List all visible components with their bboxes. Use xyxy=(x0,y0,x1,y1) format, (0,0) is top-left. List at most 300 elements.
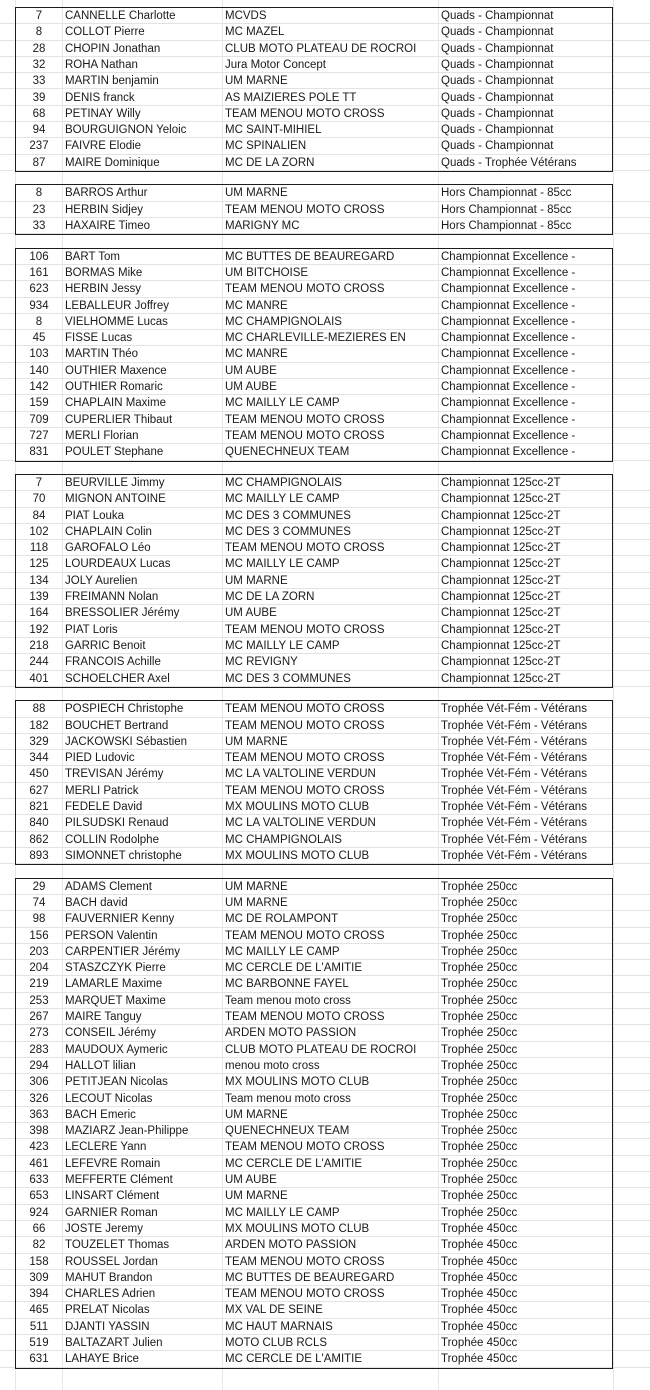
rider-name-cell[interactable]: COLLIN Rodolphe xyxy=(65,833,159,846)
bib-number-cell[interactable]: 727 xyxy=(29,429,49,442)
category-cell[interactable]: Quads - Championnat xyxy=(441,91,554,104)
category-cell[interactable]: Quads - Championnat xyxy=(441,140,554,153)
club-cell[interactable]: MCVDS xyxy=(225,10,267,22)
club-cell[interactable]: UM AUBE xyxy=(225,1174,277,1187)
rider-name-cell[interactable]: MAZIARZ Jean-Philippe xyxy=(65,1125,189,1138)
rider-name-cell[interactable]: BART Tom xyxy=(65,250,120,263)
rider-name-cell[interactable]: MAHUT Brandon xyxy=(65,1271,153,1284)
rider-name-cell[interactable]: HERBIN Sidjey xyxy=(65,203,143,216)
category-cell[interactable]: Trophée 250cc xyxy=(441,1108,518,1121)
category-cell[interactable]: Trophée 250cc xyxy=(441,1043,518,1056)
bib-number-cell[interactable]: 140 xyxy=(29,364,49,377)
club-cell[interactable]: UM MARNE xyxy=(225,187,288,200)
club-cell[interactable]: MC MAILLY LE CAMP xyxy=(225,493,340,506)
rider-name-cell[interactable]: ROHA Nathan xyxy=(65,58,138,71)
bib-number-cell[interactable]: 87 xyxy=(32,156,46,169)
bib-number-cell[interactable]: 134 xyxy=(29,574,49,587)
club-cell[interactable]: MC CERCLE DE L'AMITIE xyxy=(225,962,363,975)
bib-number-cell[interactable]: 23 xyxy=(32,203,46,216)
rider-name-cell[interactable]: FEDELE David xyxy=(65,801,143,814)
club-cell[interactable]: MARIGNY MC xyxy=(225,219,300,232)
club-cell[interactable]: CLUB MOTO PLATEAU DE ROCROI xyxy=(225,1043,417,1056)
club-cell[interactable]: ARDEN MOTO PASSION xyxy=(225,1239,357,1252)
rider-name-cell[interactable]: CHAPLAIN Colin xyxy=(65,525,152,538)
category-cell[interactable]: Trophée 250cc xyxy=(441,896,518,909)
category-cell[interactable]: Championnat Excellence - xyxy=(441,446,576,459)
club-cell[interactable]: TEAM MENOU MOTO CROSS xyxy=(225,784,385,797)
rider-name-cell[interactable]: MARTIN benjamin xyxy=(65,75,159,88)
category-cell[interactable]: Trophée 250cc xyxy=(441,913,518,926)
rider-name-cell[interactable]: CHAPLAIN Maxime xyxy=(65,397,166,410)
bib-number-cell[interactable]: 862 xyxy=(29,833,49,846)
category-cell[interactable]: Trophée 250cc xyxy=(441,929,518,942)
bib-number-cell[interactable]: 8 xyxy=(35,315,43,328)
club-cell[interactable]: TEAM MENOU MOTO CROSS xyxy=(225,107,385,120)
bib-number-cell[interactable]: 33 xyxy=(32,75,46,88)
bib-number-cell[interactable]: 821 xyxy=(29,801,49,814)
rider-name-cell[interactable]: FAUVERNIER Kenny xyxy=(65,913,175,926)
category-cell[interactable]: Trophée 250cc xyxy=(441,880,518,893)
category-cell[interactable]: Quads - Championnat xyxy=(441,124,554,137)
bib-number-cell[interactable]: 465 xyxy=(29,1304,49,1317)
club-cell[interactable]: MC LA VALTOLINE VERDUN xyxy=(225,768,376,781)
category-cell[interactable]: Trophée Vét-Fém - Vétérans xyxy=(441,849,587,862)
club-cell[interactable]: TEAM MENOU MOTO CROSS xyxy=(225,1288,385,1301)
club-cell[interactable]: MC BARBONNE FAYEL xyxy=(225,978,349,991)
category-cell[interactable]: Trophée 250cc xyxy=(441,994,518,1007)
club-cell[interactable]: MC CHARLEVILLE-MEZIERES EN xyxy=(225,332,406,345)
category-cell[interactable]: Trophée 450cc xyxy=(441,1320,518,1333)
bib-number-cell[interactable]: 70 xyxy=(32,493,46,506)
rider-name-cell[interactable]: COLLOT Pierre xyxy=(65,26,145,39)
club-cell[interactable]: UM MARNE xyxy=(225,896,288,909)
rider-name-cell[interactable]: CARPENTIER Jérémy xyxy=(65,945,181,958)
bib-number-cell[interactable]: 103 xyxy=(29,348,49,361)
rider-name-cell[interactable]: BOUCHET Bertrand xyxy=(65,719,169,732)
bib-number-cell[interactable]: 267 xyxy=(29,1011,49,1024)
rider-name-cell[interactable]: OUTHIER Romaric xyxy=(65,381,163,394)
rider-name-cell[interactable]: TREVISAN Jérémy xyxy=(65,768,164,781)
rider-name-cell[interactable]: PETINAY Willy xyxy=(65,107,141,120)
rider-name-cell[interactable]: LECLERE Yann xyxy=(65,1141,147,1154)
category-cell[interactable]: Championnat Excellence - xyxy=(441,348,576,361)
rider-name-cell[interactable]: PETITJEAN Nicolas xyxy=(65,1076,168,1089)
bib-number-cell[interactable]: 633 xyxy=(29,1174,49,1187)
club-cell[interactable]: UM AUBE xyxy=(225,364,277,377)
club-cell[interactable]: TEAM MENOU MOTO CROSS xyxy=(225,623,385,636)
category-cell[interactable]: Championnat 125cc-2T xyxy=(441,591,561,604)
category-cell[interactable]: Trophée Vét-Fém - Vétérans xyxy=(441,719,587,732)
bib-number-cell[interactable]: 893 xyxy=(29,849,49,862)
club-cell[interactable]: UM MARNE xyxy=(225,574,288,587)
rider-name-cell[interactable]: HERBIN Jessy xyxy=(65,283,142,296)
club-cell[interactable]: TEAM MENOU MOTO CROSS xyxy=(225,203,385,216)
rider-name-cell[interactable]: MAIRE Tanguy xyxy=(65,1011,142,1024)
category-cell[interactable]: Trophée 250cc xyxy=(441,1174,518,1187)
category-cell[interactable]: Trophée 250cc xyxy=(441,1190,518,1203)
category-cell[interactable]: Championnat 125cc-2T xyxy=(441,493,561,506)
category-cell[interactable]: Championnat 125cc-2T xyxy=(441,525,561,538)
rider-name-cell[interactable]: MIGNON ANTOINE xyxy=(65,493,166,506)
bib-number-cell[interactable]: 401 xyxy=(29,672,49,685)
club-cell[interactable]: TEAM MENOU MOTO CROSS xyxy=(225,703,385,716)
category-cell[interactable]: Championnat 125cc-2T xyxy=(441,639,561,652)
bib-number-cell[interactable]: 158 xyxy=(29,1255,49,1268)
club-cell[interactable]: MC HAUT MARNAIS xyxy=(225,1320,333,1333)
rider-name-cell[interactable]: PIAT Loris xyxy=(65,623,118,636)
bib-number-cell[interactable]: 125 xyxy=(29,558,49,571)
category-cell[interactable]: Championnat Excellence - xyxy=(441,332,576,345)
category-cell[interactable]: Trophée Vét-Fém - Vétérans xyxy=(441,768,587,781)
bib-number-cell[interactable]: 398 xyxy=(29,1125,49,1138)
category-cell[interactable]: Championnat Excellence - xyxy=(441,381,576,394)
club-cell[interactable]: MC MAILLY LE CAMP xyxy=(225,639,340,652)
club-cell[interactable]: MC DE ROLAMPONT xyxy=(225,913,339,926)
bib-number-cell[interactable]: 98 xyxy=(32,913,46,926)
rider-name-cell[interactable]: LECOUT Nicolas xyxy=(65,1092,153,1105)
rider-name-cell[interactable]: CONSEIL Jérémy xyxy=(65,1027,156,1040)
bib-number-cell[interactable]: 631 xyxy=(29,1353,49,1366)
bib-number-cell[interactable]: 709 xyxy=(29,413,49,426)
bib-number-cell[interactable]: 244 xyxy=(29,656,49,669)
bib-number-cell[interactable]: 924 xyxy=(29,1206,49,1219)
bib-number-cell[interactable]: 192 xyxy=(29,623,49,636)
club-cell[interactable]: MC DES 3 COMMUNES xyxy=(225,672,351,685)
rider-name-cell[interactable]: LAHAYE Brice xyxy=(65,1353,139,1366)
rider-name-cell[interactable]: PIED Ludovic xyxy=(65,752,135,765)
club-cell[interactable]: MOTO CLUB RCLS xyxy=(225,1337,328,1350)
category-cell[interactable]: Trophée 250cc xyxy=(441,945,518,958)
rider-name-cell[interactable]: BACH Emeric xyxy=(65,1108,136,1121)
category-cell[interactable]: Championnat Excellence - xyxy=(441,397,576,410)
bib-number-cell[interactable]: 182 xyxy=(29,719,49,732)
rider-name-cell[interactable]: HAXAIRE Timeo xyxy=(65,219,150,232)
rider-name-cell[interactable]: CANNELLE Charlotte xyxy=(65,10,176,22)
rider-name-cell[interactable]: BRESSOLIER Jérémy xyxy=(65,607,180,620)
category-cell[interactable]: Trophée 250cc xyxy=(441,1141,518,1154)
rider-name-cell[interactable]: MEFFERTE Clément xyxy=(65,1174,173,1187)
category-cell[interactable]: Championnat Excellence - xyxy=(441,299,576,312)
rider-name-cell[interactable]: GAROFALO Léo xyxy=(65,542,151,555)
club-cell[interactable]: Team menou moto cross xyxy=(225,994,351,1007)
rider-name-cell[interactable]: FAIVRE Elodie xyxy=(65,140,142,153)
bib-number-cell[interactable]: 204 xyxy=(29,962,49,975)
bib-number-cell[interactable]: 423 xyxy=(29,1141,49,1154)
club-cell[interactable]: UM AUBE xyxy=(225,381,277,394)
category-cell[interactable]: Championnat Excellence - xyxy=(441,364,576,377)
bib-number-cell[interactable]: 511 xyxy=(29,1320,49,1333)
bib-number-cell[interactable]: 139 xyxy=(29,591,49,604)
bib-number-cell[interactable]: 39 xyxy=(32,91,46,104)
category-cell[interactable]: Trophée 250cc xyxy=(441,1092,518,1105)
rider-name-cell[interactable]: BORMAS Mike xyxy=(65,266,143,279)
rider-name-cell[interactable]: PRELAT Nicolas xyxy=(65,1304,150,1317)
club-cell[interactable]: UM MARNE xyxy=(225,880,288,893)
club-cell[interactable]: QUENECHNEUX TEAM xyxy=(225,1125,350,1138)
rider-name-cell[interactable]: BACH david xyxy=(65,896,128,909)
category-cell[interactable]: Trophée 250cc xyxy=(441,962,518,975)
club-cell[interactable]: TEAM MENOU MOTO CROSS xyxy=(225,719,385,732)
club-cell[interactable]: UM BITCHOISE xyxy=(225,266,309,279)
club-cell[interactable]: UM MARNE xyxy=(225,75,288,88)
bib-number-cell[interactable]: 363 xyxy=(29,1108,49,1121)
bib-number-cell[interactable]: 88 xyxy=(32,703,46,716)
rider-name-cell[interactable]: HALLOT lilian xyxy=(65,1059,136,1072)
rider-name-cell[interactable]: MAUDOUX Aymeric xyxy=(65,1043,168,1056)
rider-name-cell[interactable]: JOLY Aurelien xyxy=(65,574,138,587)
club-cell[interactable]: TEAM MENOU MOTO CROSS xyxy=(225,752,385,765)
rider-name-cell[interactable]: PERSON Valentin xyxy=(65,929,158,942)
rider-name-cell[interactable]: LINSART Clément xyxy=(65,1190,160,1203)
rider-name-cell[interactable]: BOURGUIGNON Yeloic xyxy=(65,124,187,137)
bib-number-cell[interactable]: 164 xyxy=(29,607,49,620)
rider-name-cell[interactable]: LEFEVRE Romain xyxy=(65,1157,161,1170)
rider-name-cell[interactable]: LAMARLE Maxime xyxy=(65,978,163,991)
bib-number-cell[interactable]: 106 xyxy=(29,250,49,263)
club-cell[interactable]: TEAM MENOU MOTO CROSS xyxy=(225,929,385,942)
rider-name-cell[interactable]: DJANTI YASSIN xyxy=(65,1320,150,1333)
club-cell[interactable]: menou moto cross xyxy=(225,1059,320,1072)
club-cell[interactable]: MC CHAMPIGNOLAIS xyxy=(225,476,342,489)
category-cell[interactable]: Trophée Vét-Fém - Vétérans xyxy=(441,784,587,797)
club-cell[interactable]: Team menou moto cross xyxy=(225,1092,351,1105)
club-cell[interactable]: MC DES 3 COMMUNES xyxy=(225,509,351,522)
club-cell[interactable]: UM MARNE xyxy=(225,1108,288,1121)
club-cell[interactable]: TEAM MENOU MOTO CROSS xyxy=(225,542,385,555)
bib-number-cell[interactable]: 28 xyxy=(32,42,46,55)
bib-number-cell[interactable]: 142 xyxy=(29,381,49,394)
club-cell[interactable]: MC MAILLY LE CAMP xyxy=(225,397,340,410)
category-cell[interactable]: Trophée 450cc xyxy=(441,1337,518,1350)
club-cell[interactable]: MC CHAMPIGNOLAIS xyxy=(225,315,342,328)
bib-number-cell[interactable]: 309 xyxy=(29,1271,49,1284)
bib-number-cell[interactable]: 306 xyxy=(29,1076,49,1089)
category-cell[interactable]: Hors Championnat - 85cc xyxy=(441,203,572,216)
rider-name-cell[interactable]: MAIRE Dominique xyxy=(65,156,160,169)
category-cell[interactable]: Quads - Championnat xyxy=(441,10,554,22)
club-cell[interactable]: MC SAINT-MIHIEL xyxy=(225,124,322,137)
bib-number-cell[interactable]: 7 xyxy=(35,476,43,489)
category-cell[interactable]: Trophée Vét-Fém - Vétérans xyxy=(441,801,587,814)
category-cell[interactable]: Championnat 125cc-2T xyxy=(441,509,561,522)
category-cell[interactable]: Championnat 125cc-2T xyxy=(441,574,561,587)
category-cell[interactable]: Trophée 450cc xyxy=(441,1255,518,1268)
category-cell[interactable]: Championnat 125cc-2T xyxy=(441,623,561,636)
category-cell[interactable]: Trophée 250cc xyxy=(441,1027,518,1040)
club-cell[interactable]: TEAM MENOU MOTO CROSS xyxy=(225,1255,385,1268)
bib-number-cell[interactable]: 159 xyxy=(29,397,49,410)
rider-name-cell[interactable]: SCHOELCHER Axel xyxy=(65,672,170,685)
club-cell[interactable]: MC MANRE xyxy=(225,299,288,312)
club-cell[interactable]: MC BUTTES DE BEAUREGARD xyxy=(225,250,395,263)
category-cell[interactable]: Hors Championnat - 85cc xyxy=(441,219,572,232)
category-cell[interactable]: Trophée 250cc xyxy=(441,978,518,991)
category-cell[interactable]: Quads - Championnat xyxy=(441,58,554,71)
bib-number-cell[interactable]: 29 xyxy=(32,880,46,893)
bib-number-cell[interactable]: 45 xyxy=(32,332,46,345)
club-cell[interactable]: ARDEN MOTO PASSION xyxy=(225,1027,357,1040)
club-cell[interactable]: CLUB MOTO PLATEAU DE ROCROI xyxy=(225,42,417,55)
rider-name-cell[interactable]: JACKOWSKI Sébastien xyxy=(65,735,188,748)
category-cell[interactable]: Trophée 450cc xyxy=(441,1288,518,1301)
category-cell[interactable]: Trophée 250cc xyxy=(441,1206,518,1219)
club-cell[interactable]: MC MAZEL xyxy=(225,26,285,39)
bib-number-cell[interactable]: 237 xyxy=(29,140,49,153)
rider-name-cell[interactable]: LEBALLEUR Joffrey xyxy=(65,299,169,312)
category-cell[interactable]: Trophée 450cc xyxy=(441,1353,518,1366)
club-cell[interactable]: MX MOULINS MOTO CLUB xyxy=(225,801,370,814)
rider-name-cell[interactable]: STASZCZYK Pierre xyxy=(65,962,166,975)
category-cell[interactable]: Championnat 125cc-2T xyxy=(441,607,561,620)
category-cell[interactable]: Quads - Championnat xyxy=(441,75,554,88)
bib-number-cell[interactable]: 219 xyxy=(29,978,49,991)
club-cell[interactable]: MX MOULINS MOTO CLUB xyxy=(225,1222,370,1235)
bib-number-cell[interactable]: 102 xyxy=(29,525,49,538)
category-cell[interactable]: Championnat 125cc-2T xyxy=(441,672,561,685)
rider-name-cell[interactable]: FRANCOIS Achille xyxy=(65,656,161,669)
club-cell[interactable]: MC CHAMPIGNOLAIS xyxy=(225,833,342,846)
bib-number-cell[interactable]: 156 xyxy=(29,929,49,942)
category-cell[interactable]: Championnat Excellence - xyxy=(441,283,576,296)
rider-name-cell[interactable]: OUTHIER Maxence xyxy=(65,364,167,377)
bib-number-cell[interactable]: 294 xyxy=(29,1059,49,1072)
club-cell[interactable]: UM AUBE xyxy=(225,607,277,620)
club-cell[interactable]: MX MOULINS MOTO CLUB xyxy=(225,849,370,862)
bib-number-cell[interactable]: 84 xyxy=(32,509,46,522)
club-cell[interactable]: Jura Motor Concept xyxy=(225,58,326,71)
category-cell[interactable]: Quads - Championnat xyxy=(441,107,554,120)
rider-name-cell[interactable]: POSPIECH Christophe xyxy=(65,703,184,716)
bib-number-cell[interactable]: 450 xyxy=(29,768,49,781)
club-cell[interactable]: MC MAILLY LE CAMP xyxy=(225,1206,340,1219)
bib-number-cell[interactable]: 344 xyxy=(29,752,49,765)
bib-number-cell[interactable]: 519 xyxy=(29,1337,49,1350)
category-cell[interactable]: Trophée Vét-Fém - Vétérans xyxy=(441,833,587,846)
category-cell[interactable]: Trophée 450cc xyxy=(441,1304,518,1317)
rider-name-cell[interactable]: BALTAZART Julien xyxy=(65,1337,163,1350)
rider-name-cell[interactable]: MARTIN Théo xyxy=(65,348,139,361)
bib-number-cell[interactable]: 283 xyxy=(29,1043,49,1056)
bib-number-cell[interactable]: 218 xyxy=(29,639,49,652)
rider-name-cell[interactable]: PIAT Louka xyxy=(65,509,125,522)
bib-number-cell[interactable]: 161 xyxy=(29,266,49,279)
bib-number-cell[interactable]: 329 xyxy=(29,735,49,748)
club-cell[interactable]: MC MAILLY LE CAMP xyxy=(225,945,340,958)
rider-name-cell[interactable]: CUPERLIER Thibaut xyxy=(65,413,173,426)
club-cell[interactable]: MX VAL DE SEINE xyxy=(225,1304,323,1317)
bib-number-cell[interactable]: 7 xyxy=(35,10,43,22)
club-cell[interactable]: AS MAIZIERES POLE TT xyxy=(225,91,357,104)
club-cell[interactable]: MC LA VALTOLINE VERDUN xyxy=(225,817,376,830)
category-cell[interactable]: Trophée 250cc xyxy=(441,1076,518,1089)
rider-name-cell[interactable]: ADAMS Clement xyxy=(65,880,152,893)
club-cell[interactable]: MC DE LA ZORN xyxy=(225,156,315,169)
bib-number-cell[interactable]: 840 xyxy=(29,817,49,830)
category-cell[interactable]: Championnat Excellence - xyxy=(441,315,576,328)
bib-number-cell[interactable]: 82 xyxy=(32,1239,46,1252)
bib-number-cell[interactable]: 326 xyxy=(29,1092,49,1105)
club-cell[interactable]: MC BUTTES DE BEAUREGARD xyxy=(225,1271,395,1284)
club-cell[interactable]: TEAM MENOU MOTO CROSS xyxy=(225,413,385,426)
rider-name-cell[interactable]: GARRIC Benoit xyxy=(65,639,146,652)
rider-name-cell[interactable]: BEURVILLE Jimmy xyxy=(65,476,165,489)
bib-number-cell[interactable]: 94 xyxy=(32,124,46,137)
rider-name-cell[interactable]: BARROS Arthur xyxy=(65,187,148,200)
category-cell[interactable]: Trophée 250cc xyxy=(441,1059,518,1072)
club-cell[interactable]: MC REVIGNY xyxy=(225,656,298,669)
category-cell[interactable]: Championnat 125cc-2T xyxy=(441,558,561,571)
category-cell[interactable]: Championnat 125cc-2T xyxy=(441,656,561,669)
club-cell[interactable]: MC CERCLE DE L'AMITIE xyxy=(225,1353,363,1366)
bib-number-cell[interactable]: 68 xyxy=(32,107,46,120)
club-cell[interactable]: QUENECHNEUX TEAM xyxy=(225,446,350,459)
bib-number-cell[interactable]: 653 xyxy=(29,1190,49,1203)
category-cell[interactable]: Trophée 450cc xyxy=(441,1239,518,1252)
category-cell[interactable]: Trophée 450cc xyxy=(441,1222,518,1235)
category-cell[interactable]: Trophée Vét-Fém - Vétérans xyxy=(441,817,587,830)
category-cell[interactable]: Championnat Excellence - xyxy=(441,413,576,426)
category-cell[interactable]: Quads - Trophée Vétérans xyxy=(441,156,577,169)
category-cell[interactable]: Championnat Excellence - xyxy=(441,250,576,263)
rider-name-cell[interactable]: MERLI Patrick xyxy=(65,784,139,797)
club-cell[interactable]: MC DES 3 COMMUNES xyxy=(225,525,351,538)
bib-number-cell[interactable]: 8 xyxy=(35,26,43,39)
bib-number-cell[interactable]: 66 xyxy=(32,1222,46,1235)
category-cell[interactable]: Quads - Championnat xyxy=(441,26,554,39)
category-cell[interactable]: Quads - Championnat xyxy=(441,42,554,55)
rider-name-cell[interactable]: TOUZELET Thomas xyxy=(65,1239,170,1252)
category-cell[interactable]: Championnat 125cc-2T xyxy=(441,476,561,489)
rider-name-cell[interactable]: VIELHOMME Lucas xyxy=(65,315,168,328)
bib-number-cell[interactable]: 118 xyxy=(29,542,49,555)
bib-number-cell[interactable]: 253 xyxy=(29,994,49,1007)
category-cell[interactable]: Trophée 250cc xyxy=(441,1011,518,1024)
category-cell[interactable]: Trophée 450cc xyxy=(441,1271,518,1284)
category-cell[interactable]: Trophée Vét-Fém - Vétérans xyxy=(441,735,587,748)
club-cell[interactable]: MC CERCLE DE L'AMITIE xyxy=(225,1157,363,1170)
rider-name-cell[interactable]: CHARLES Adrien xyxy=(65,1288,156,1301)
category-cell[interactable]: Trophée 250cc xyxy=(441,1157,518,1170)
club-cell[interactable]: UM MARNE xyxy=(225,735,288,748)
rider-name-cell[interactable]: CHOPIN Jonathan xyxy=(65,42,161,55)
bib-number-cell[interactable]: 33 xyxy=(32,219,46,232)
rider-name-cell[interactable]: GARNIER Roman xyxy=(65,1206,158,1219)
club-cell[interactable]: UM MARNE xyxy=(225,1190,288,1203)
club-cell[interactable]: TEAM MENOU MOTO CROSS xyxy=(225,1141,385,1154)
rider-name-cell[interactable]: FREIMANN Nolan xyxy=(65,591,159,604)
club-cell[interactable]: MC DE LA ZORN xyxy=(225,591,315,604)
category-cell[interactable]: Trophée 250cc xyxy=(441,1125,518,1138)
club-cell[interactable]: MC SPINALIEN xyxy=(225,140,307,153)
rider-name-cell[interactable]: FISSE Lucas xyxy=(65,332,133,345)
rider-name-cell[interactable]: POULET Stephane xyxy=(65,446,164,459)
rider-name-cell[interactable]: SIMONNET christophe xyxy=(65,849,182,862)
bib-number-cell[interactable]: 32 xyxy=(32,58,46,71)
category-cell[interactable]: Championnat 125cc-2T xyxy=(441,542,561,555)
club-cell[interactable]: MC MAILLY LE CAMP xyxy=(225,558,340,571)
category-cell[interactable]: Trophée Vét-Fém - Vétérans xyxy=(441,752,587,765)
club-cell[interactable]: TEAM MENOU MOTO CROSS xyxy=(225,1011,385,1024)
bib-number-cell[interactable]: 627 xyxy=(29,784,49,797)
bib-number-cell[interactable]: 273 xyxy=(29,1027,49,1040)
bib-number-cell[interactable]: 203 xyxy=(29,945,49,958)
bib-number-cell[interactable]: 934 xyxy=(29,299,49,312)
bib-number-cell[interactable]: 831 xyxy=(29,446,49,459)
rider-name-cell[interactable]: JOSTE Jeremy xyxy=(65,1222,143,1235)
rider-name-cell[interactable]: PILSUDSKI Renaud xyxy=(65,817,169,830)
category-cell[interactable]: Championnat Excellence - xyxy=(441,429,576,442)
rider-name-cell[interactable]: MARQUET Maxime xyxy=(65,994,166,1007)
